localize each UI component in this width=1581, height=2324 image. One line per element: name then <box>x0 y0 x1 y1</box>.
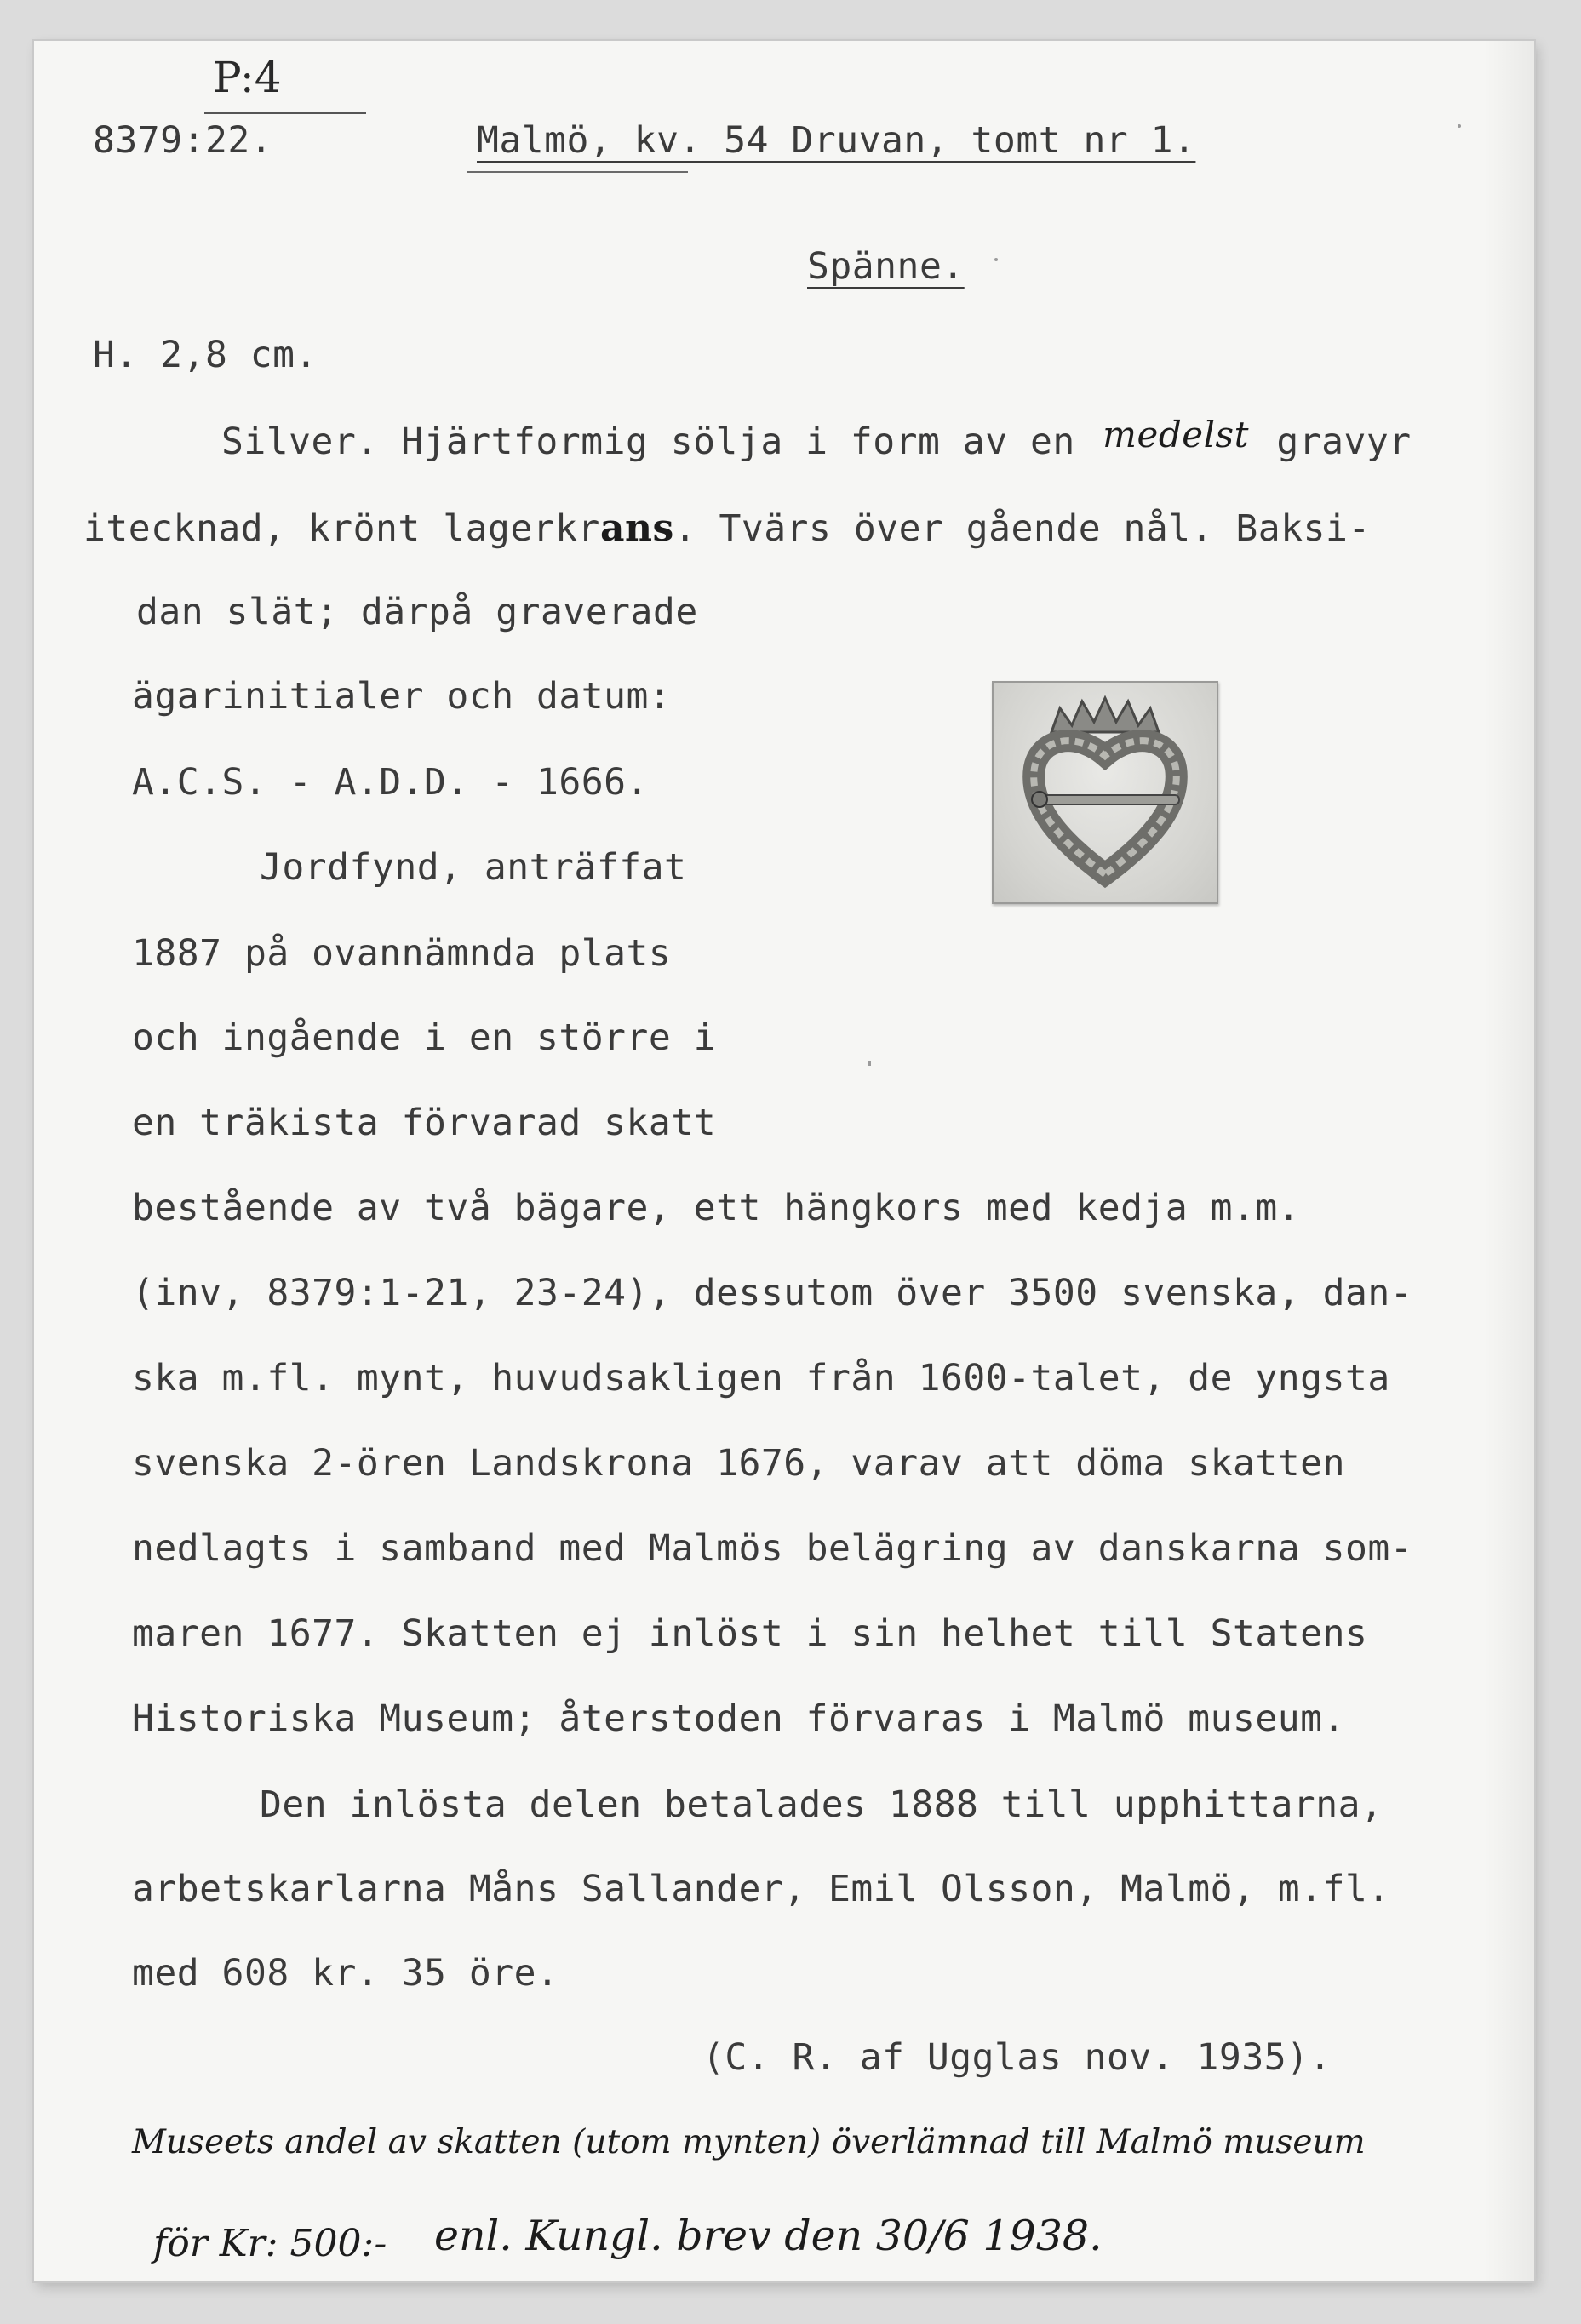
description-line-1 <box>221 414 1412 463</box>
find-line-7: ska m.fl. mynt, huvudsakligen från 1600-talet, de yngsta <box>132 1357 1390 1400</box>
find-location: Malmö, kv. 54 Druvan, tomt nr 1. <box>477 119 1196 162</box>
description-text: itecknad, krönt lagerkr <box>83 507 600 550</box>
speck <box>868 1061 871 1066</box>
find-line-9: nedlagts i samband med Malmös belägring av danskarna som- <box>132 1527 1413 1570</box>
handwritten-note-line-2a: för Kr: 500:- <box>153 2222 387 2265</box>
heart-brooch-icon <box>994 683 1217 902</box>
description-text: Silver. Hjärtformig sölja i form av en <box>221 421 1075 463</box>
location-extra-underline <box>467 171 688 173</box>
page-mark-underline <box>204 112 366 114</box>
handwritten-note-line-2b: enl. Kungl. brev den 30/6 1938. <box>434 2212 1103 2260</box>
description-line-4: ägarinitialer och datum: <box>132 675 672 718</box>
object-height: H. 2,8 cm. <box>93 334 318 376</box>
object-title: Spänne. <box>807 245 965 288</box>
find-line-11: Historiska Museum; återstoden förvaras i Malmö museum. <box>132 1697 1345 1740</box>
handwritten-note-line-1: Museets andel av skatten (utom mynten) överlämnad till Malmö museum <box>132 2123 1366 2161</box>
find-line-2: 1887 på ovannämnda plats <box>132 932 672 975</box>
inventory-number: 8379:22. <box>93 119 273 162</box>
payment-line-3: med 608 kr. 35 öre. <box>132 1952 559 1995</box>
speck <box>1458 124 1461 128</box>
brooch-photograph <box>992 681 1218 904</box>
payment-line-1: Den inlösta delen betalades 1888 till upphittarna, <box>260 1783 1383 1826</box>
find-line-4: en träkista förvarad skatt <box>132 1102 717 1144</box>
description-text: gravyr <box>1276 421 1412 463</box>
find-line-6: (inv, 8379:1-21, 23-24), dessutom över 3500 svenska, dan- <box>132 1272 1413 1314</box>
find-line-3: och ingående i en större i <box>132 1016 717 1059</box>
handwritten-correction: ans <box>599 507 674 550</box>
speck <box>994 258 998 261</box>
find-line-8: svenska 2-ören Landskrona 1676, varav att döma skatten <box>132 1442 1345 1485</box>
find-line-5: bestående av två bägare, ett hängkors med kedja m.m. <box>132 1187 1301 1229</box>
find-line-10: maren 1677. Skatten ej inlöst i sin helhet till Statens <box>132 1612 1368 1655</box>
description-line-5: A.C.S. - A.D.D. - 1666. <box>132 761 649 804</box>
handwritten-page-mark: P:4 <box>213 53 282 102</box>
catalog-card <box>34 41 1534 2281</box>
payment-line-2: arbetskarlarna Måns Sallander, Emil Olsson, Malmö, m.fl. <box>132 1868 1390 1910</box>
description-text: . Tvärs över gående nål. Baksi- <box>673 507 1371 550</box>
description-line-2 <box>83 507 1371 550</box>
description-line-3: dan slät; därpå graverade <box>136 591 698 633</box>
find-line-1: Jordfynd, anträffat <box>260 846 687 889</box>
handwritten-insertion: medelst <box>1103 414 1249 455</box>
author-signature: (C. R. af Ugglas nov. 1935). <box>702 2036 1332 2079</box>
